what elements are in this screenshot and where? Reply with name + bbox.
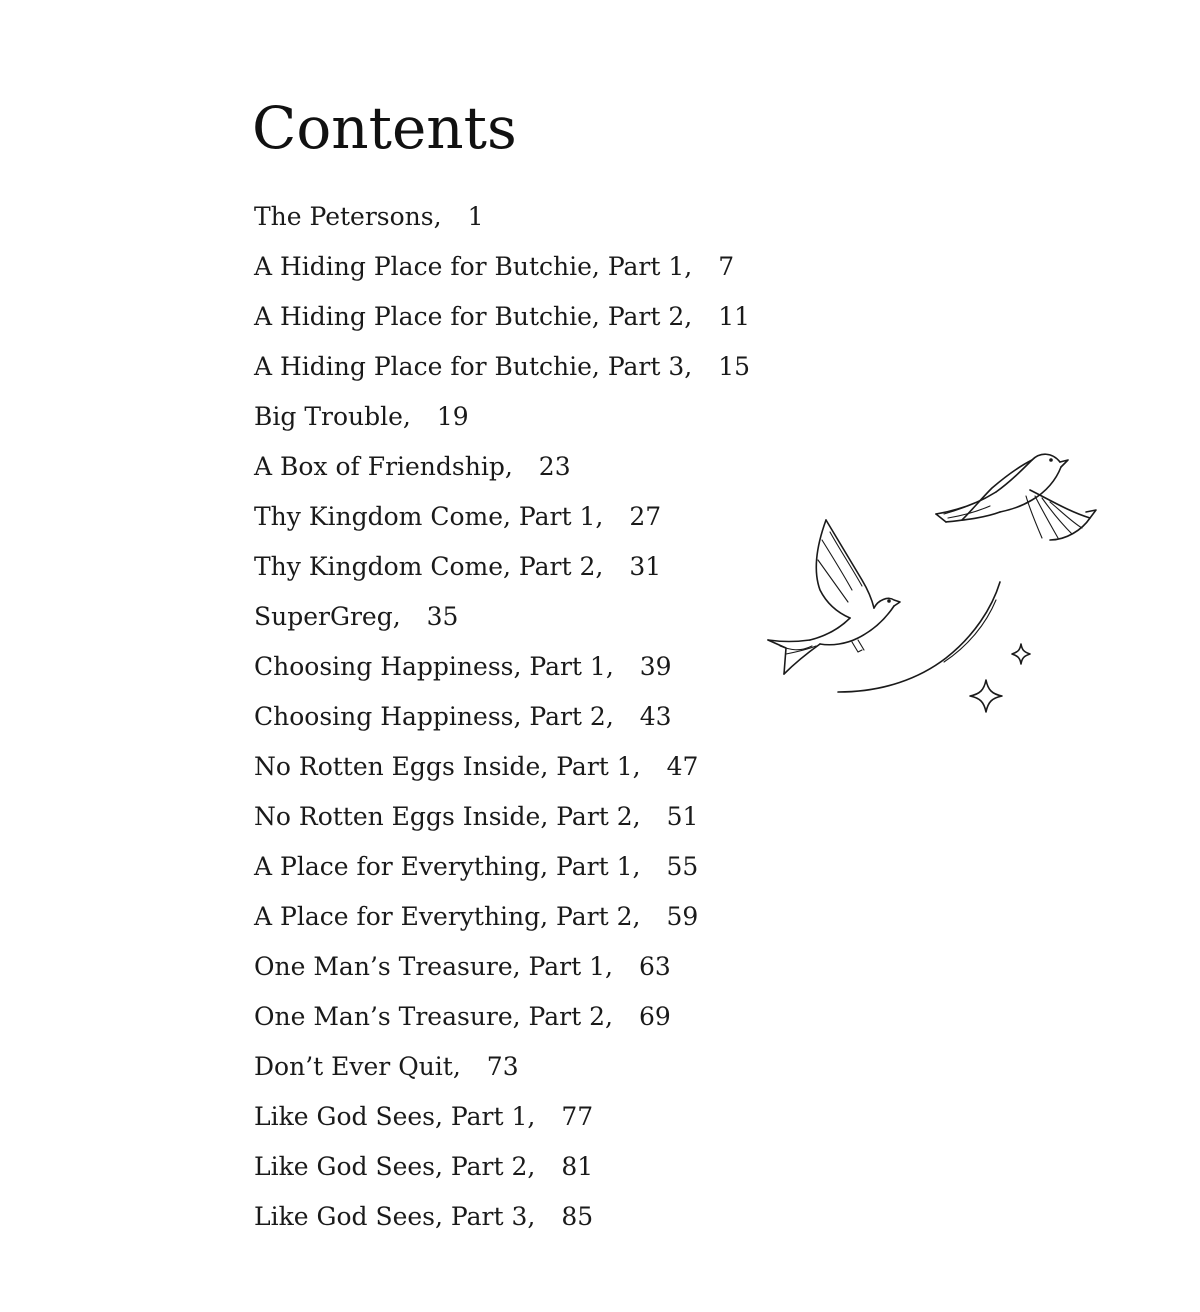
toc-entry-title: A Hiding Place for Butchie, Part 1, [254, 252, 693, 281]
toc-entry-title: Thy Kingdom Come, Part 1, [254, 502, 604, 531]
toc-entry-title: No Rotten Eggs Inside, Part 2, [254, 802, 641, 831]
toc-entry-page-number: 23 [538, 452, 571, 481]
toc-entry [254, 892, 774, 942]
toc-entry-page-number: 47 [666, 752, 699, 781]
toc-entry-page-number: 15 [718, 352, 751, 381]
sparkle-icon [1012, 644, 1030, 664]
toc-entry [254, 1042, 774, 1092]
toc-entry-page-number: 19 [436, 402, 469, 431]
table-of-contents [254, 192, 774, 1242]
toc-entry-page-number: 39 [639, 652, 672, 681]
toc-entry [254, 1142, 774, 1192]
toc-entry-page-number: 31 [629, 552, 662, 581]
sparkle-icon [970, 680, 1002, 712]
birds-illustration [760, 440, 1110, 730]
toc-entry-title: One Man’s Treasure, Part 2, [254, 1002, 613, 1031]
toc-entry-title: No Rotten Eggs Inside, Part 1, [254, 752, 641, 781]
toc-entry-title: The Petersons, [254, 202, 442, 231]
toc-entry [254, 242, 774, 292]
toc-entry-title: SuperGreg, [254, 602, 401, 631]
toc-entry [254, 342, 774, 392]
toc-entry-page-number: 81 [561, 1152, 594, 1181]
toc-entry-page-number: 59 [666, 902, 699, 931]
toc-entry-title: Like God Sees, Part 2, [254, 1152, 536, 1181]
toc-entry [254, 392, 774, 442]
toc-entry-title: A Place for Everything, Part 2, [254, 902, 641, 931]
toc-entry-title: A Hiding Place for Butchie, Part 2, [254, 302, 693, 331]
toc-entry-title: Choosing Happiness, Part 1, [254, 652, 614, 681]
toc-entry-page-number: 73 [486, 1052, 519, 1081]
toc-entry-page-number: 63 [638, 952, 671, 981]
toc-entry-title: A Hiding Place for Butchie, Part 3, [254, 352, 693, 381]
toc-entry [254, 542, 774, 592]
toc-entry-page-number: 55 [666, 852, 699, 881]
toc-entry-title: Choosing Happiness, Part 2, [254, 702, 614, 731]
page-title: Contents [252, 94, 517, 162]
toc-entry-title: Like God Sees, Part 1, [254, 1102, 536, 1131]
toc-entry-title: One Man’s Treasure, Part 1, [254, 952, 613, 981]
toc-entry-title: Thy Kingdom Come, Part 2, [254, 552, 604, 581]
toc-entry-title: Like God Sees, Part 3, [254, 1202, 536, 1231]
toc-entry-title: A Box of Friendship, [254, 452, 513, 481]
toc-entry [254, 792, 774, 842]
toc-entry [254, 592, 774, 642]
toc-entry-page-number: 35 [426, 602, 459, 631]
toc-entry [254, 442, 774, 492]
toc-entry-page-number: 7 [718, 252, 735, 281]
toc-entry [254, 992, 774, 1042]
toc-entry [254, 642, 774, 692]
toc-entry-page-number: 51 [666, 802, 699, 831]
toc-entry [254, 1192, 774, 1242]
bird-icon [768, 520, 900, 674]
toc-entry-page-number: 69 [638, 1002, 671, 1031]
toc-entry-page-number: 77 [561, 1102, 594, 1131]
toc-entry-page-number: 43 [639, 702, 672, 731]
toc-entry [254, 692, 774, 742]
toc-entry-title: Don’t Ever Quit, [254, 1052, 461, 1081]
toc-entry-page-number: 1 [467, 202, 484, 231]
toc-entry-title: A Place for Everything, Part 1, [254, 852, 641, 881]
swoosh-line [838, 582, 1000, 692]
toc-entry-page-number: 85 [561, 1202, 594, 1231]
toc-entry [254, 492, 774, 542]
toc-entry [254, 942, 774, 992]
toc-entry-page-number: 11 [718, 302, 751, 331]
bird-icon [936, 454, 1096, 540]
toc-entry-page-number: 27 [629, 502, 662, 531]
toc-entry [254, 292, 774, 342]
toc-entry [254, 192, 774, 242]
toc-entry [254, 742, 774, 792]
toc-entry [254, 842, 774, 892]
toc-entry [254, 1092, 774, 1142]
toc-entry-title: Big Trouble, [254, 402, 411, 431]
